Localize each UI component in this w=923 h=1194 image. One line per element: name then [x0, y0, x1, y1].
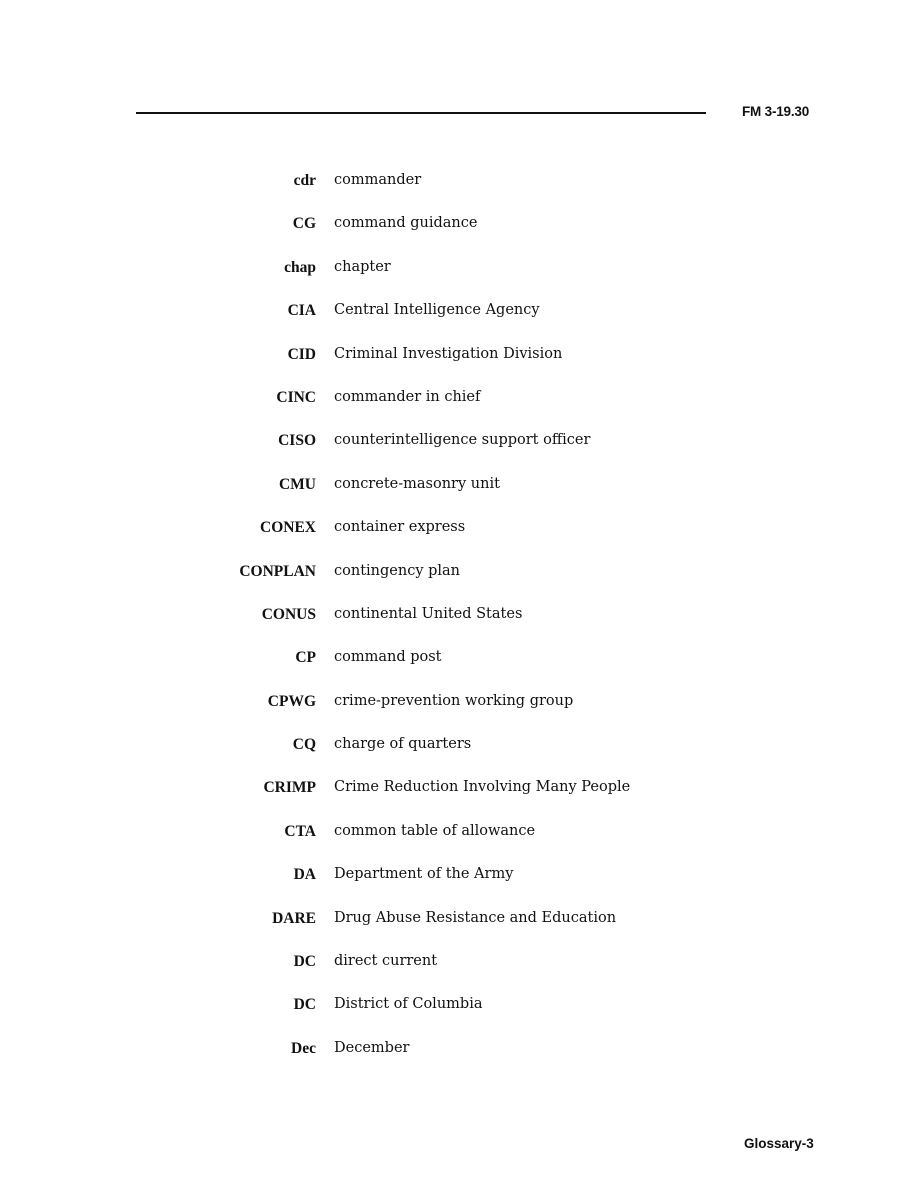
glossary-entry — [0, 515, 923, 558]
glossary-definition: Crime Reduction Involving Many People — [334, 779, 631, 796]
glossary-entry — [0, 602, 923, 645]
glossary-term: CQ — [292, 736, 316, 754]
glossary-definition: chapter — [334, 258, 391, 275]
glossary-definition: commander — [334, 172, 422, 188]
glossary-entry — [0, 992, 923, 1035]
glossary-term: CMU — [278, 475, 316, 493]
glossary-entry — [0, 428, 923, 471]
glossary-term: CRIMP — [263, 779, 316, 797]
glossary-entry — [0, 298, 923, 341]
glossary-term: DC — [293, 996, 316, 1014]
glossary-entry — [0, 255, 923, 298]
glossary-term: CG — [292, 215, 316, 233]
glossary-definition: commander in chief — [334, 388, 481, 405]
glossary-entry — [0, 1036, 923, 1079]
glossary-term: DA — [293, 866, 316, 884]
glossary-definition: common table of allowance — [334, 822, 536, 839]
glossary-entry — [0, 775, 923, 818]
glossary-term: CONEX — [260, 519, 316, 537]
glossary-term: CTA — [284, 822, 316, 840]
glossary-term: CID — [287, 345, 316, 363]
glossary-definition: Central Intelligence Agency — [334, 302, 540, 319]
header-rule — [136, 112, 706, 114]
document-id: FM 3-19.30 — [742, 104, 810, 119]
glossary-definition: concrete-masonry unit — [334, 475, 500, 492]
glossary-entry — [0, 689, 923, 732]
glossary-entry — [0, 949, 923, 992]
glossary-term: CIA — [287, 302, 316, 320]
glossary-term: DARE — [272, 909, 316, 927]
glossary-definition: contingency plan — [334, 562, 461, 579]
glossary-term: chap — [284, 258, 316, 276]
glossary-list — [0, 168, 923, 1079]
glossary-entry — [0, 819, 923, 862]
glossary-definition: command post — [334, 649, 442, 666]
glossary-term: DC — [293, 953, 316, 971]
glossary-entry — [0, 342, 923, 385]
glossary-term: cdr — [293, 172, 316, 189]
glossary-entry — [0, 559, 923, 602]
glossary-entry — [0, 645, 923, 688]
glossary-definition: crime-prevention working group — [334, 692, 574, 709]
glossary-definition: Drug Abuse Resistance and Education — [334, 909, 617, 926]
page-number: Glossary-3 — [744, 1136, 814, 1151]
glossary-term: CONUS — [261, 605, 316, 623]
glossary-term: CONPLAN — [239, 562, 316, 580]
glossary-term: CISO — [278, 432, 316, 450]
glossary-entry — [0, 385, 923, 428]
glossary-entry — [0, 862, 923, 905]
glossary-term: CPWG — [267, 692, 316, 710]
glossary-entry — [0, 906, 923, 949]
glossary-definition: continental United States — [334, 605, 523, 622]
glossary-definition: direct current — [334, 953, 438, 970]
glossary-definition: Department of the Army — [334, 866, 514, 883]
glossary-entry — [0, 211, 923, 254]
glossary-entry — [0, 732, 923, 775]
glossary-definition: counterintelligence support officer — [334, 432, 591, 449]
glossary-definition: charge of quarters — [334, 736, 472, 753]
glossary-definition: container express — [334, 519, 466, 536]
glossary-definition: District of Columbia — [334, 996, 483, 1013]
glossary-term: Dec — [291, 1039, 316, 1057]
glossary-definition: Criminal Investigation Division — [334, 345, 563, 362]
glossary-definition: command guidance — [334, 215, 478, 232]
glossary-entry — [0, 168, 923, 211]
glossary-entry — [0, 472, 923, 515]
glossary-term: CINC — [276, 388, 316, 406]
glossary-definition: December — [334, 1039, 410, 1056]
glossary-term: CP — [295, 649, 316, 667]
